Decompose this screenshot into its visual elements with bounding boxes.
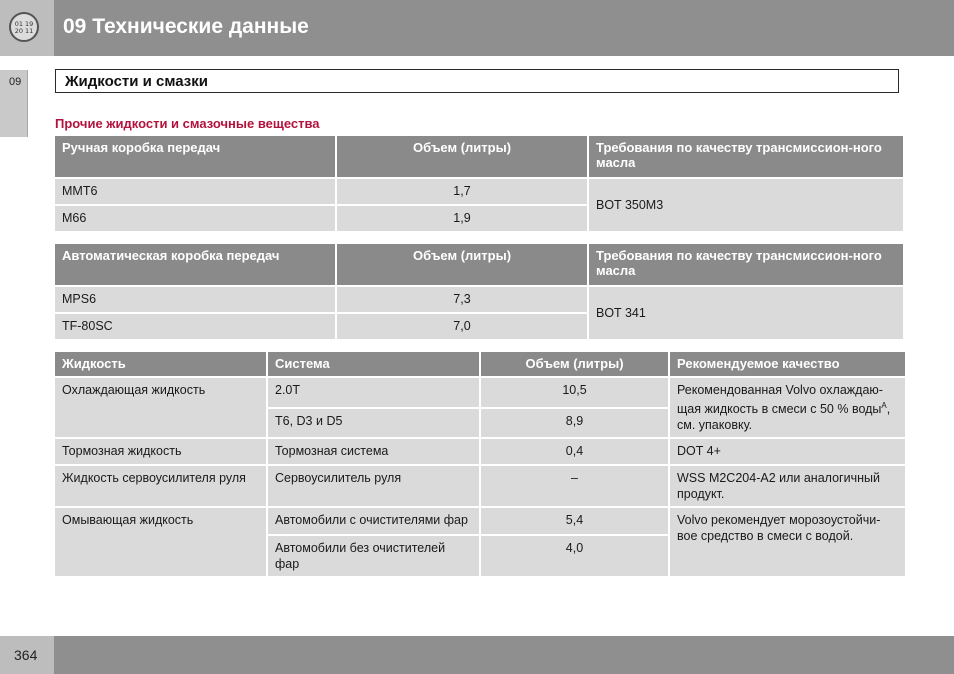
system-name: Автомобили с очистителями фар <box>268 508 479 534</box>
page-number-box <box>0 636 54 674</box>
chapter-clock-icon <box>9 12 39 42</box>
system-name: Сервоусилитель руля <box>268 466 479 506</box>
volume-value: 7,3 <box>337 287 587 312</box>
quality-value: BOT 341 <box>589 287 903 339</box>
column-header: Объем (литры) <box>481 352 668 376</box>
footnote-marker: A <box>881 401 887 410</box>
chapter-side-tab <box>0 70 28 137</box>
volume-value: 8,9 <box>481 409 668 438</box>
table-row <box>55 378 905 407</box>
fluids-table <box>53 350 907 578</box>
fluid-name: Охлаждающая жидкость <box>55 378 266 437</box>
table-header-row <box>55 352 905 376</box>
quality-value: WSS M2C204-A2 или аналогичный продукт. <box>670 466 905 506</box>
page-title: 09 Технические данные <box>63 15 309 38</box>
column-header: Жидкость <box>55 352 266 376</box>
system-name: 2.0T <box>268 378 479 407</box>
gearbox-name: MPS6 <box>55 287 335 312</box>
quality-text: Рекомендованная Volvo охлаждаю-щая жидкость в смеси с 50 % воды <box>677 383 883 417</box>
volume-value: 4,0 <box>481 536 668 576</box>
volume-value: 1,7 <box>337 179 587 204</box>
system-name: Автомобили без очистителей фар <box>268 536 479 576</box>
table-row <box>55 439 905 464</box>
quality-value: BOT 350M3 <box>589 179 903 231</box>
svg-text:01 19: 01 19 <box>14 20 34 28</box>
volume-value: 10,5 <box>481 378 668 407</box>
header-icon-box <box>0 0 54 56</box>
column-header: Ручная коробка передач <box>55 136 335 177</box>
section-title: Жидкости и смазки <box>65 73 208 90</box>
fluid-name: Тормозная жидкость <box>55 439 266 464</box>
column-header: Объем (литры) <box>337 136 587 177</box>
column-header: Автоматическая коробка передач <box>55 244 335 285</box>
quality-value <box>670 378 905 437</box>
column-header: Требования по качеству трансмиссион-ного масла <box>589 136 903 177</box>
column-header: Объем (литры) <box>337 244 587 285</box>
automatic-gearbox-table <box>53 242 905 341</box>
gearbox-name: TF-80SC <box>55 314 335 339</box>
quality-value: DOT 4+ <box>670 439 905 464</box>
volume-value: 5,4 <box>481 508 668 534</box>
footer-bar <box>0 636 954 674</box>
subheading: Прочие жидкости и смазочные вещества <box>55 116 320 131</box>
table-header-row <box>55 244 903 285</box>
table-row <box>55 508 905 534</box>
table-row <box>55 179 903 204</box>
quality-value: Volvo рекомендует морозоустойчи-вое средство в смеси с водой. <box>670 508 905 576</box>
table-row <box>55 287 903 312</box>
chapter-side-tab-label: 09 <box>9 76 22 88</box>
column-header: Система <box>268 352 479 376</box>
fluid-name: Жидкость сервоусилителя руля <box>55 466 266 506</box>
page-number: 364 <box>14 647 38 663</box>
volume-value: – <box>481 466 668 506</box>
fluid-name: Омывающая жидкость <box>55 508 266 576</box>
section-title-box <box>55 69 899 93</box>
table-header-row <box>55 136 903 177</box>
svg-text:20 11: 20 11 <box>14 27 34 35</box>
gearbox-name: M66 <box>55 206 335 231</box>
column-header: Рекомендуемое качество <box>670 352 905 376</box>
volume-value: 0,4 <box>481 439 668 464</box>
volume-value: 1,9 <box>337 206 587 231</box>
table-row <box>55 466 905 506</box>
manual-gearbox-table <box>53 134 905 233</box>
system-name: Тормозная система <box>268 439 479 464</box>
column-header: Требования по качеству трансмиссион-ного масла <box>589 244 903 285</box>
quality-text-tail: , см. упаковку. <box>677 402 891 433</box>
volume-value: 7,0 <box>337 314 587 339</box>
gearbox-name: MMT6 <box>55 179 335 204</box>
system-name: T6, D3 и D5 <box>268 409 479 438</box>
